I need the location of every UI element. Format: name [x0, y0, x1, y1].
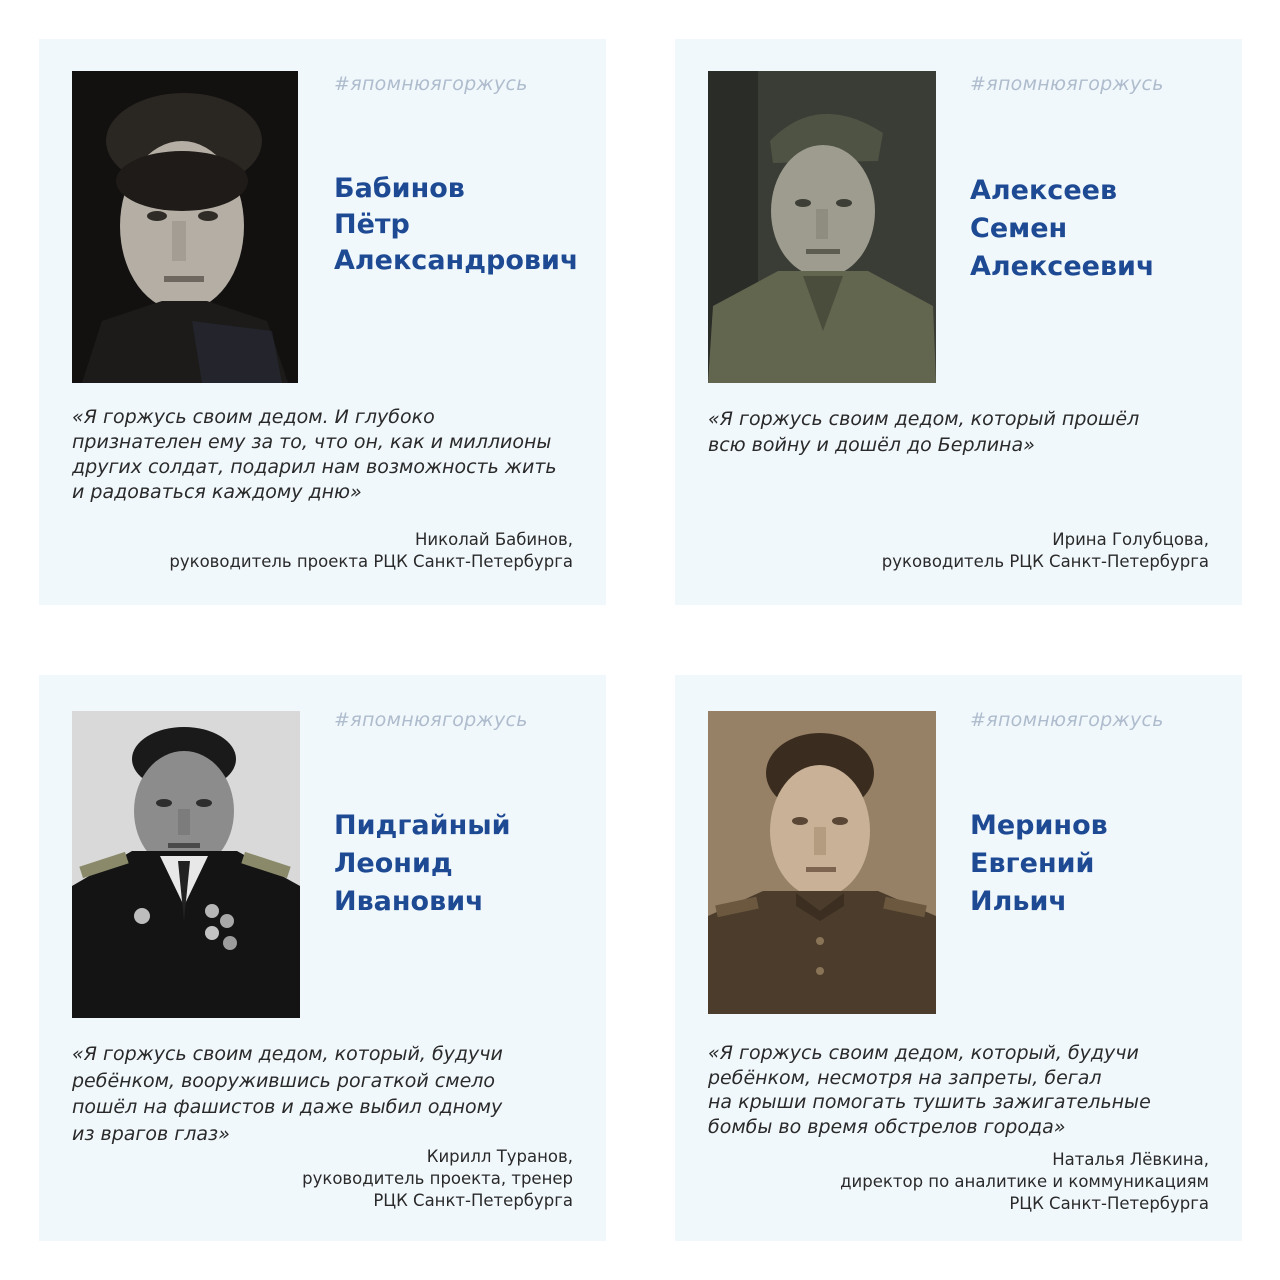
- quote-author: [169, 529, 573, 573]
- name-line: Ильич: [970, 886, 1067, 917]
- quote-author: [840, 1149, 1209, 1215]
- author-line: Николай Бабинов,: [415, 530, 573, 549]
- quote-line: бомбы во время обстрелов города»: [708, 1115, 1066, 1138]
- veteran-name: [334, 171, 578, 279]
- quote-line: «Я горжусь своим дедом. И глубоко: [72, 406, 435, 428]
- hashtag: #япомнюягоржусь: [970, 73, 1164, 95]
- quote: [72, 405, 592, 505]
- quote-line: «Я горжусь своим дедом, который, будучи: [72, 1043, 503, 1065]
- veteran-portrait-photo: [72, 711, 300, 1018]
- veteran-portrait-photo: [72, 71, 298, 383]
- name-line: Евгений: [970, 848, 1095, 879]
- quote-author: [882, 529, 1209, 573]
- name-line: Алексеев: [970, 175, 1118, 206]
- quote-line: «Я горжусь своим дедом, который, будучи: [708, 1042, 1139, 1064]
- quote-line: из врагов глаз»: [72, 1122, 230, 1145]
- author-line: РЦК Санкт-Петербурга: [373, 1191, 573, 1210]
- veteran-name: [970, 172, 1154, 286]
- veteran-card: [675, 675, 1242, 1241]
- veteran-card: [39, 39, 606, 605]
- author-line: Кирилл Туранов,: [426, 1147, 573, 1166]
- quote-line: пошёл на фашистов и даже выбил одному: [72, 1096, 503, 1118]
- author-line: руководитель проекта, тренер: [302, 1169, 573, 1188]
- name-line: Иванович: [334, 886, 484, 917]
- veteran-card: [675, 39, 1242, 605]
- author-line: руководитель РЦК Санкт-Петербурга: [881, 552, 1209, 571]
- name-line: Семен: [970, 213, 1068, 244]
- hashtag: #япомнюягоржусь: [334, 709, 528, 731]
- author-line: Ирина Голубцова,: [1052, 530, 1209, 549]
- quote: [708, 406, 1228, 458]
- veteran-card: [39, 675, 606, 1241]
- author-line: директор по аналитике и коммуникациям: [840, 1172, 1209, 1191]
- quote: [72, 1041, 592, 1147]
- hashtag: #япомнюягоржусь: [970, 709, 1164, 731]
- quote-line: и радоваться каждому дню»: [72, 481, 362, 503]
- name-line: Александрович: [334, 245, 579, 276]
- quote-line: всю войну и дошёл до Берлина»: [708, 434, 1035, 456]
- quote-line: других солдат, подарил нам возможность жить: [72, 456, 557, 478]
- quote-line: признателен ему за то, что он, как и миллионы: [72, 431, 552, 453]
- author-line: РЦК Санкт-Петербурга: [1009, 1194, 1209, 1213]
- author-line: Наталья Лёвкина,: [1052, 1150, 1209, 1169]
- name-line: Пидгайный: [334, 810, 511, 841]
- quote-line: на крыши помогать тушить зажигательные: [708, 1091, 1151, 1113]
- quote-line: ребёнком, несмотря на запреты, бегал: [708, 1066, 1102, 1089]
- name-line: Алексеевич: [970, 251, 1155, 282]
- hashtag: #япомнюягоржусь: [334, 73, 528, 95]
- quote-author: [302, 1146, 573, 1212]
- name-line: Бабинов: [334, 173, 465, 204]
- name-line: Леонид: [334, 848, 453, 879]
- veteran-name: [334, 807, 511, 921]
- name-line: Меринов: [970, 810, 1108, 841]
- quote-line: ребёнком, вооружившись рогаткой смело: [72, 1069, 496, 1092]
- quote-line: «Я горжусь своим дедом, который прошёл: [708, 408, 1140, 430]
- author-line: руководитель проекта РЦК Санкт-Петербурга: [169, 552, 573, 571]
- veteran-portrait-photo: [708, 711, 936, 1014]
- veteran-name: [970, 807, 1108, 921]
- quote: [708, 1041, 1228, 1139]
- name-line: Пётр: [334, 209, 410, 240]
- veteran-portrait-photo: [708, 71, 936, 383]
